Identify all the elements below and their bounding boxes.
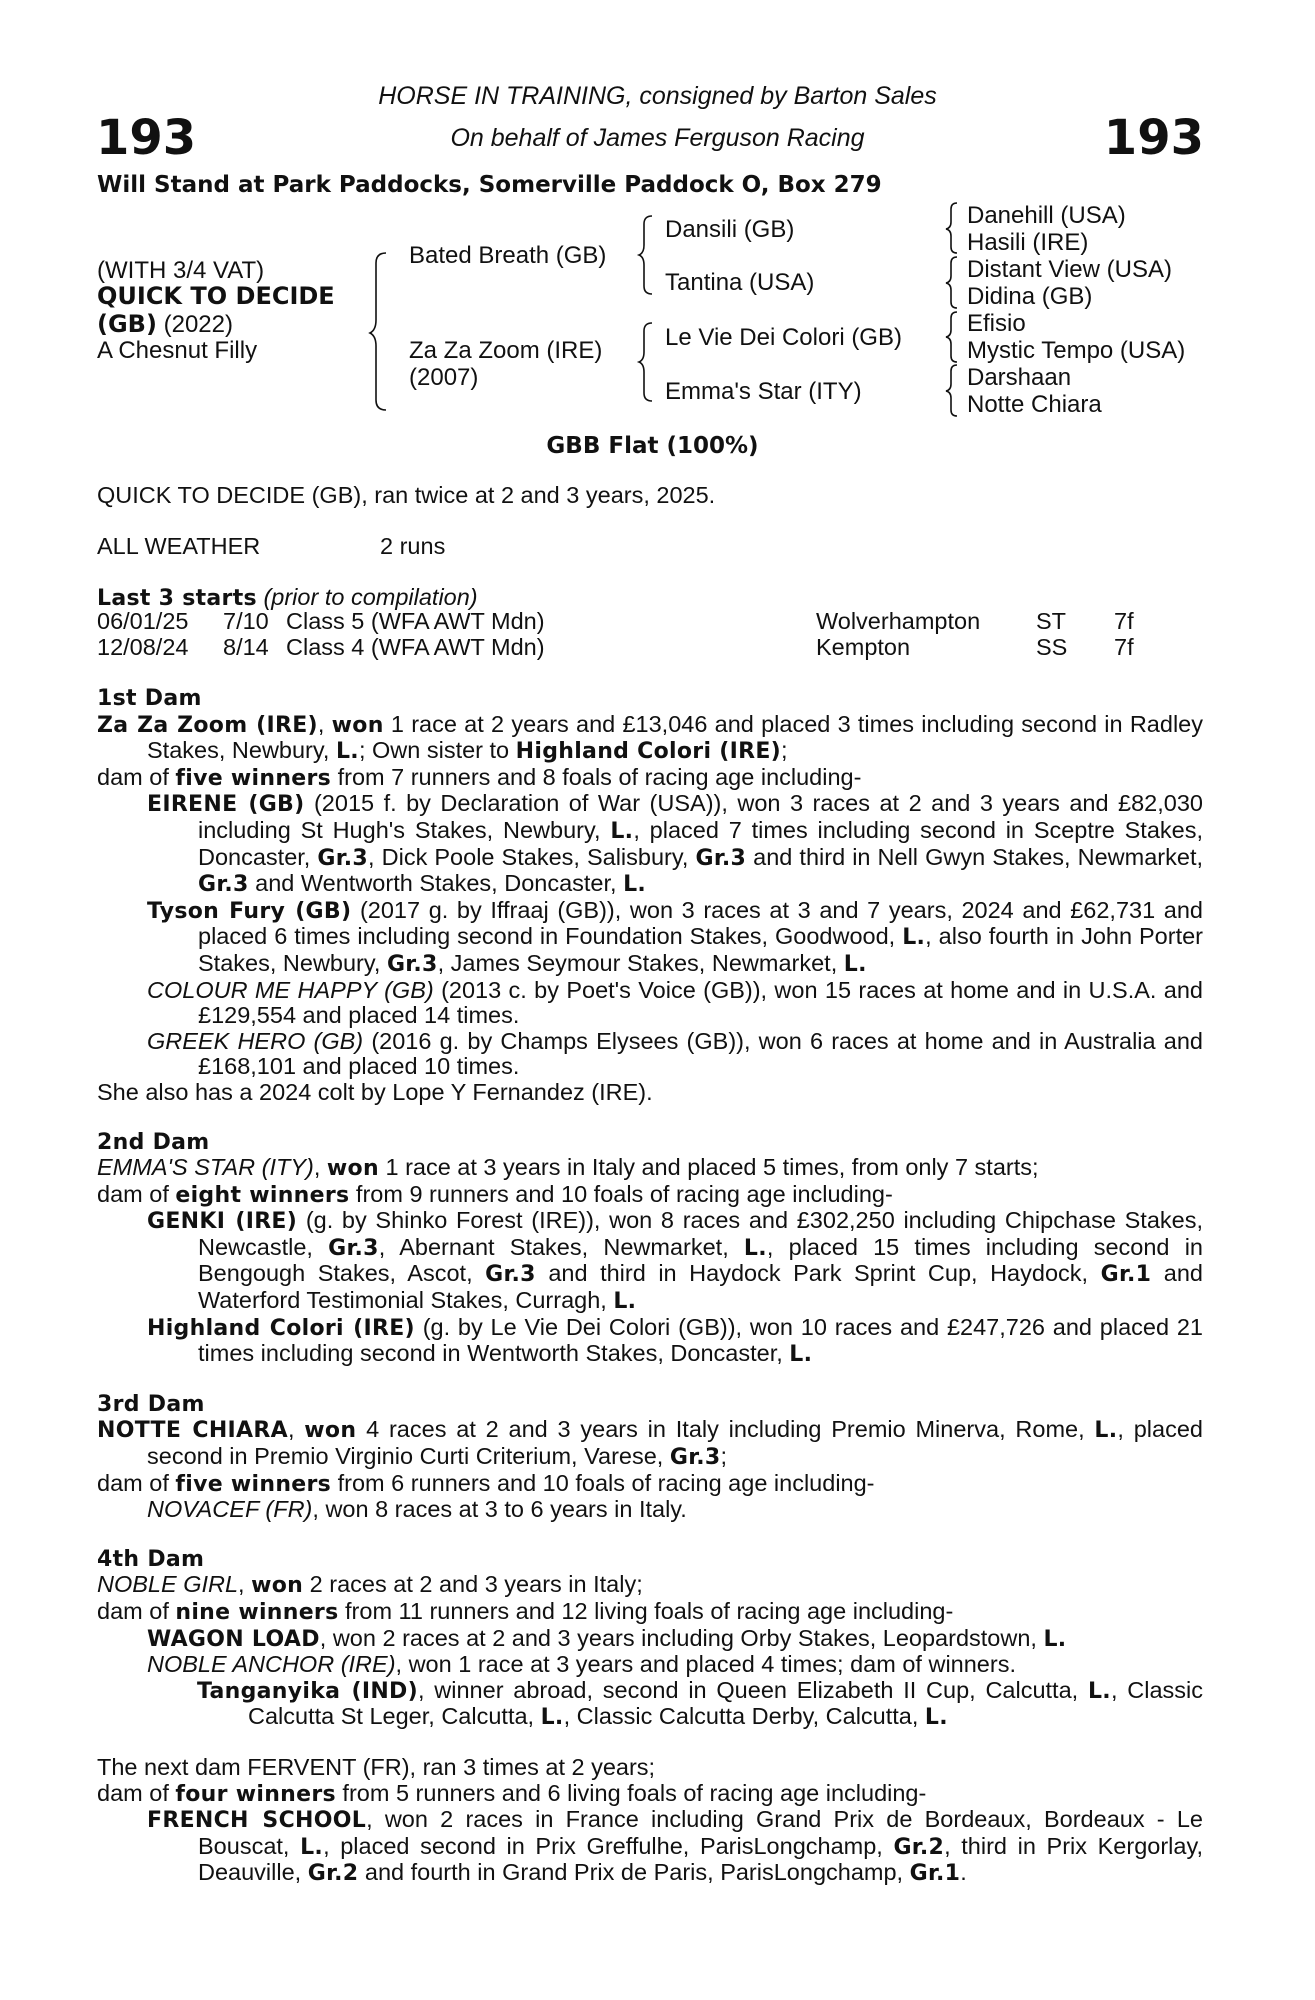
brace-gen2-sire: [639, 216, 652, 294]
italic-run: NOBLE ANCHOR (IRE): [147, 1651, 396, 1678]
pedigree-g5: Efisio: [967, 310, 1026, 337]
italic-run: GREEK HERO (GB): [147, 1027, 364, 1054]
text-run: from 11 runners and 12 living foals of racing age including-: [338, 1598, 954, 1624]
bold-run: Gr.3: [669, 1445, 721, 1471]
pedigree-g2: Hasili (IRE): [967, 229, 1089, 256]
text-run: 4 races at 2 and 3 years in Italy including Premio Minerva, Rome,: [356, 1416, 1095, 1443]
text-run: ; Own sister to: [358, 737, 516, 764]
last-starts-note: (prior to compilation): [256, 584, 478, 610]
brace-gen2-dam: [639, 323, 652, 401]
bold-run: five winners: [175, 765, 332, 791]
text-run: 2 races at 2 and 3 years in Italy;: [303, 1571, 643, 1598]
start-row: [97, 635, 1154, 661]
bold-run: L.: [743, 1235, 767, 1261]
text-run: and fourth in Grand Prix de Paris, ParisLongchamp,: [358, 1859, 910, 1886]
text-run: , placed second in Premio Virginio Curti Criterium, Varese,: [147, 1416, 1203, 1470]
horse-country: (GB): [97, 310, 157, 338]
next-dam-offspring: [97, 1807, 1203, 1887]
horse-name: QUICK TO DECIDE: [97, 282, 335, 310]
bold-run: GENKI (IRE): [147, 1209, 298, 1235]
text-run: , placed 7 times including second in Sceptre Stakes, Doncaster,: [198, 816, 1203, 870]
bold-run: won: [331, 712, 384, 738]
text-run: ;: [781, 737, 788, 764]
start-race: Class 4 (WFA AWT Mdn): [286, 633, 545, 660]
dam1-produce: [97, 765, 1203, 792]
family-text: [97, 686, 1203, 1887]
text-run: (2017 g. by Iffraaj (GB)), won 3 races at 3 and 7 years, 2024 and £62,731 and placed 6 times including second in Foundation Stakes, Goodwood,: [198, 896, 1203, 950]
bold-run: L.: [623, 872, 647, 898]
dam3-offspring: [97, 1497, 1203, 1523]
text-run: ,: [317, 710, 332, 737]
last-starts-heading: [97, 584, 478, 611]
brace-gen3-1: [946, 203, 957, 253]
start-stalls: SS: [1036, 633, 1068, 660]
text-run: from 6 runners and 10 foals of racing age including-: [331, 1469, 875, 1496]
text-run: dam of: [97, 1598, 176, 1624]
bold-run: Gr.3: [317, 845, 369, 871]
text-run: , also fourth in John Porter Stakes, Newbury,: [198, 923, 1203, 976]
text-run: dam of: [97, 763, 176, 790]
bold-run: won: [304, 1418, 357, 1444]
pedigree-sire-dam: Tantina (USA): [665, 269, 815, 296]
bold-run: Za Za Zoom (IRE): [97, 712, 318, 738]
text-run: ,: [238, 1571, 252, 1598]
bold-run: FRENCH SCHOOL: [147, 1808, 367, 1834]
bold-run: won: [326, 1156, 379, 1182]
bold-run: Gr.3: [485, 1262, 536, 1288]
start-course: Kempton: [816, 633, 911, 660]
brace-gen3-2: [946, 257, 957, 308]
text-run: , Abernant Stakes, Newmarket,: [378, 1233, 744, 1260]
bold-run: Gr.3: [328, 1235, 379, 1261]
text-run: She also has a 2024 colt by Lope Y Fernandez (IRE).: [97, 1078, 653, 1105]
text-run: 1 race at 2 years and £13,046 and placed 3 times including second in Radley Stakes, Newbury,: [147, 710, 1203, 764]
text-run: , placed 15 times including second in Bengough Stakes, Ascot,: [198, 1233, 1203, 1287]
dam1-heading: 1st Dam: [97, 686, 202, 711]
bold-run: Gr.1: [909, 1861, 961, 1887]
bold-run: Gr.1: [1100, 1262, 1152, 1288]
pedigree-dam-sire: Le Vie Dei Colori (GB): [665, 324, 902, 351]
vat-note: (WITH 3/4 VAT): [97, 257, 265, 284]
offspring-entry: [97, 1626, 1203, 1653]
text-run: dam of: [97, 1779, 176, 1806]
bold-run: Highland Colori (IRE): [515, 739, 782, 765]
text-run: , James Seymour Stakes, Newmarket,: [437, 949, 844, 976]
bold-run: nine winners: [175, 1600, 339, 1625]
text-run: , won 2 races at 2 and 3 years including Orby Stakes, Leopardstown,: [319, 1624, 1044, 1651]
text-run: (2015 f. by Declaration of War (USA)), won 3 races at 2 and 3 years and £82,030 including St Hugh's Stakes, Newbury,: [198, 790, 1203, 843]
text-run: ;: [720, 1443, 728, 1470]
pedigree-dam-year: (2007): [409, 364, 479, 391]
dam1-also: [97, 1080, 1203, 1106]
grand-offspring-entry: [97, 1678, 1203, 1731]
bold-run: Gr.3: [386, 951, 438, 977]
offspring-entry: [97, 1497, 1203, 1523]
dam4-heading: 4th Dam: [97, 1546, 205, 1572]
bold-run: L.: [789, 1342, 813, 1368]
bold-run: Gr.2: [307, 1861, 359, 1887]
bold-run: Gr.3: [695, 845, 747, 871]
bold-run: Gr.2: [893, 1834, 945, 1860]
behalf-line: On behalf of James Ferguson Racing: [450, 124, 865, 152]
bold-run: L.: [1043, 1626, 1067, 1652]
bold-run: L.: [610, 818, 634, 844]
text-run: , Dick Poole Stakes, Salisbury,: [368, 843, 696, 870]
italic-run: NOBLE GIRL: [97, 1571, 239, 1598]
next-dam-record: [97, 1755, 1203, 1781]
pedigree-g4: Didina (GB): [967, 283, 1093, 310]
consignor-line: HORSE IN TRAINING, consigned by Barton Sales: [378, 82, 937, 110]
bold-run: L.: [335, 739, 359, 765]
dam2-record: [97, 1155, 1203, 1182]
text-run: from 7 runners and 8 foals of racing age including-: [331, 763, 862, 790]
text-run: and third in Nell Gwyn Stakes, Newmarket,: [746, 843, 1204, 870]
text-run: and Waterford Testimonial Stakes, Curragh,: [198, 1260, 1203, 1314]
pedigree-g7: Darshaan: [967, 364, 1072, 391]
dam2-offspring: [97, 1208, 1203, 1368]
offspring-entry: [97, 978, 1203, 1029]
start-date: 12/08/24: [97, 633, 189, 660]
bold-run: L.: [843, 951, 867, 977]
all-weather-value: 2 runs: [380, 533, 446, 559]
dam4-grand-offspring: [97, 1678, 1203, 1731]
offspring-entry: [97, 1208, 1203, 1314]
bold-run: L.: [1087, 1678, 1111, 1704]
pedigree-dam-dam: Emma's Star (ITY): [665, 378, 862, 405]
text-run: (2016 g. by Champs Elysees (GB)), won 6 races at home and in Australia and £168,101 and placed 10 times.: [198, 1027, 1203, 1080]
dam4-record: [97, 1572, 1203, 1599]
italic-run: EMMA'S STAR (ITY): [97, 1154, 314, 1181]
text-run: , third in Prix Kergorlay, Deauville,: [198, 1832, 1203, 1886]
start-pos: 7/10: [223, 608, 269, 634]
text-run: , placed second in Prix Greffulhe, ParisLongchamp,: [323, 1832, 894, 1859]
horse-foaled: (2022): [156, 311, 233, 338]
dam2-produce: [97, 1182, 1203, 1209]
bold-run: L.: [902, 925, 926, 951]
offspring-entry: [97, 1315, 1203, 1368]
text-run: dam of: [97, 1469, 176, 1496]
text-run: (g. by Shinko Forest (IRE)), won 8 races and £302,250 including Chipchase Stakes, Newcastle,: [198, 1207, 1203, 1260]
text-run: The next dam FERVENT (FR), ran 3 times at 2 years;: [97, 1753, 656, 1780]
text-run: , Classic Calcutta Derby, Calcutta,: [563, 1703, 925, 1730]
stand-location: Will Stand at Park Paddocks, Somerville Paddock O, Box 279: [97, 172, 882, 198]
dam3-heading: 3rd Dam: [97, 1391, 205, 1417]
text-run: from 9 runners and 10 foals of racing age including-: [349, 1180, 893, 1207]
bold-run: won: [251, 1573, 304, 1599]
dam4-offspring: [97, 1626, 1203, 1678]
bold-run: WAGON LOAD: [147, 1626, 320, 1652]
text-run: and third in Haydock Park Sprint Cup, Haydock,: [535, 1260, 1101, 1287]
last-starts-table: [97, 609, 1154, 660]
brace-gen3-3: [946, 312, 957, 362]
bold-run: L.: [1094, 1418, 1118, 1444]
bold-run: four winners: [175, 1781, 336, 1807]
bold-run: L.: [924, 1705, 948, 1731]
bold-run: L.: [540, 1705, 564, 1731]
dam4-produce: [97, 1599, 1203, 1626]
last-starts-title: Last 3 starts: [97, 586, 257, 611]
brace-gen1: [370, 253, 386, 410]
dam3-produce: [97, 1471, 1203, 1498]
bold-run: Tanganyika (IND): [197, 1678, 418, 1704]
text-run: , won 1 race at 3 years and placed 4 times; dam of winners.: [395, 1651, 1016, 1678]
dam1-record: [97, 712, 1203, 765]
race-summary: QUICK TO DECIDE (GB), ran twice at 2 and 3 years, 2025.: [97, 482, 716, 508]
lot-number-right: 193: [1103, 110, 1204, 166]
bold-run: L.: [613, 1289, 637, 1315]
text-run: ,: [313, 1154, 327, 1181]
pedigree-dam: Za Za Zoom (IRE): [409, 337, 603, 364]
text-run: ,: [287, 1416, 305, 1443]
offspring-entry: [97, 898, 1203, 978]
bold-run: L.: [300, 1834, 324, 1860]
text-run: 1 race at 3 years in Italy and placed 5 times, from only 7 starts;: [378, 1154, 1039, 1181]
start-race: Class 5 (WFA AWT Mdn): [286, 608, 545, 634]
pedigree-g6: Mystic Tempo (USA): [967, 337, 1186, 364]
text-run: , Classic Calcutta St Leger, Calcutta,: [248, 1676, 1203, 1730]
text-run: , won 2 races in France including Grand Prix de Bordeaux, Bordeaux - Le Bouscat,: [198, 1806, 1204, 1859]
pedigree-g8: Notte Chiara: [967, 391, 1102, 418]
horse-description: A Chesnut Filly: [97, 337, 258, 364]
bold-run: eight winners: [175, 1182, 350, 1208]
start-dist: 7f: [1114, 608, 1134, 634]
bold-run: NOTTE CHIARA: [97, 1418, 288, 1444]
rating: GBB Flat (100%): [546, 433, 759, 459]
text-run: , won 8 races at 3 to 6 years in Italy.: [312, 1496, 687, 1523]
offspring-entry: [97, 1807, 1203, 1887]
start-dist: 7f: [1114, 633, 1134, 660]
bold-run: Gr.3: [198, 872, 249, 898]
bold-run: five winners: [175, 1471, 332, 1497]
start-course: Wolverhampton: [816, 608, 981, 634]
start-row: [97, 609, 1154, 635]
start-pos: 8/14: [223, 633, 269, 660]
text-run: .: [960, 1859, 967, 1886]
lot-number-left: 193: [96, 110, 197, 166]
pedigree-g1: Danehill (USA): [967, 202, 1126, 229]
pedigree-sire: Bated Breath (GB): [409, 242, 607, 269]
bold-run: Tyson Fury (GB): [147, 898, 352, 924]
dam2-heading: 2nd Dam: [97, 1129, 210, 1155]
italic-run: NOVACEF (FR): [147, 1496, 313, 1523]
start-stalls: ST: [1036, 608, 1067, 634]
brace-gen3-4: [946, 365, 957, 416]
italic-run: COLOUR ME HAPPY (GB): [147, 976, 434, 1003]
bold-run: Highland Colori (IRE): [147, 1315, 415, 1341]
start-date: 06/01/25: [97, 608, 189, 634]
offspring-entry: [97, 1652, 1203, 1678]
text-run: , winner abroad, second in Queen Elizabeth II Cup, Calcutta,: [417, 1676, 1088, 1703]
dam3-record: [97, 1417, 1203, 1470]
bold-run: EIRENE (GB): [147, 792, 305, 818]
offspring-entry: [97, 791, 1203, 897]
all-weather-label: ALL WEATHER: [97, 533, 261, 559]
next-dam-produce: [97, 1781, 1203, 1808]
pedigree-sire-sire: Dansili (GB): [665, 216, 795, 243]
text-run: from 5 runners and 6 living foals of racing age including-: [335, 1779, 927, 1806]
text-run: and Wentworth Stakes, Doncaster,: [248, 870, 624, 897]
text-run: dam of: [97, 1180, 176, 1207]
text-run: (2013 c. by Poet's Voice (GB)), won 15 races at home and in U.S.A. and £129,554 and placed 14 times.: [198, 976, 1203, 1029]
pedigree-g3: Distant View (USA): [967, 256, 1172, 283]
offspring-entry: [97, 1029, 1203, 1080]
text-run: (g. by Le Vie Dei Colori (GB)), won 10 races and £247,726 and placed 21 times including second in Wentworth Stakes, Doncaster,: [198, 1313, 1203, 1367]
dam1-offspring: [97, 791, 1203, 1080]
